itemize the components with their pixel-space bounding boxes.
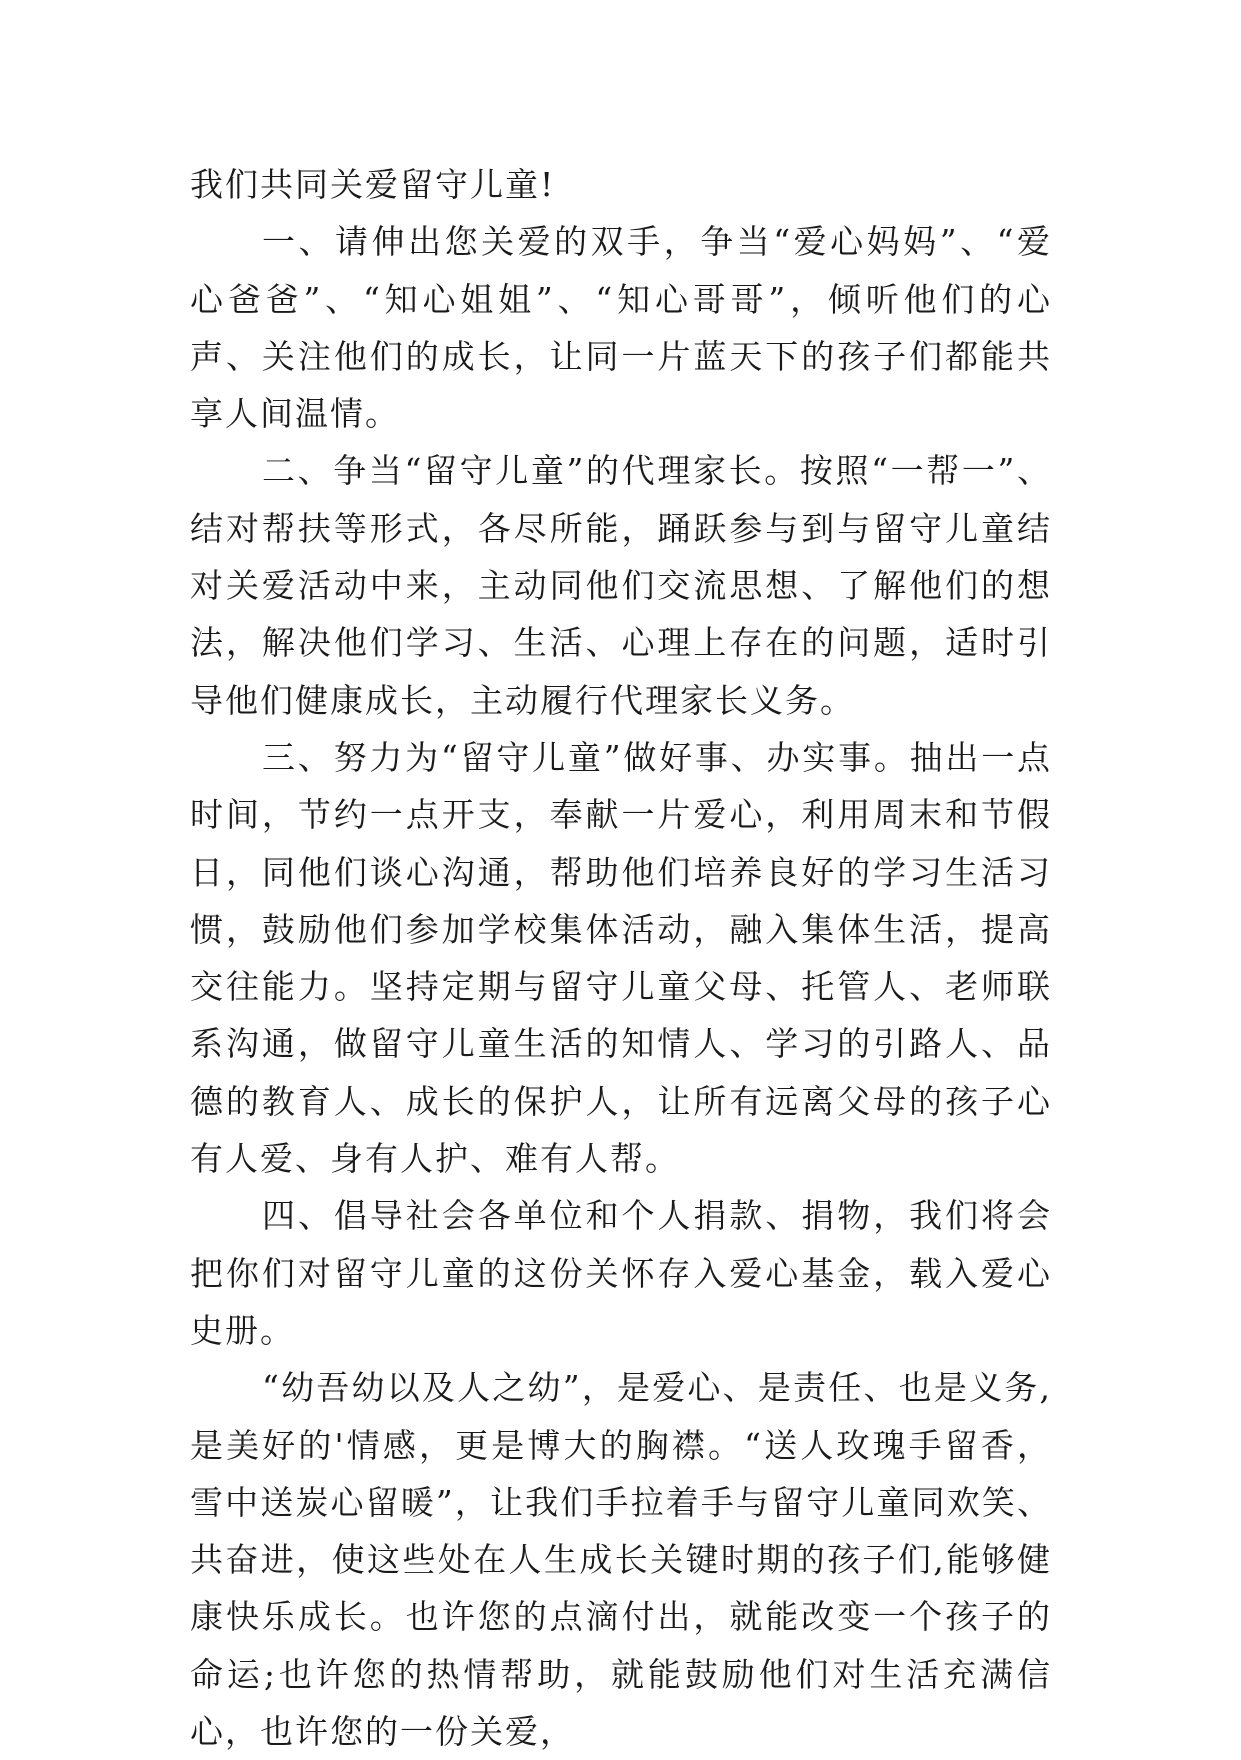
paragraph-conclusion: “幼吾幼以及人之幼”，是爱心、是责任、也是义务,是美好的'情感，更是博大的胸襟。“送人玫瑰手留香，雪中送炭心留暖”，让我们手拉着手与留守儿童同欢笑、共奋进，使这些处在人生成长关键时期的孩子们,能够健康快乐成长。也许您的点滴付出，就能改变一个孩子的命运;也许您的热情帮助，就能鼓励他们对生活充满信心，也许您的一份关爱， [190, 1368, 1052, 1752]
document-page [190, 156, 1052, 1760]
paragraph-item-two: 二、争当“留守儿童”的代理家长。按照“一帮一”、结对帮扶等形式，各尽所能，踊跃参与到与留守儿童结对关爱活动中来，主动同他们交流思想、了解他们的想法，解决他们学习、生活、心理上存在的问题，适时引导他们健康成长，主动履行代理家长义务。 [190, 451, 1052, 720]
paragraph-item-three: 三、努力为“留守儿童”做好事、办实事。抽出一点时间，节约一点开支，奉献一片爱心，利用周末和节假日，同他们谈心沟通，帮助他们培养良好的学习生活习惯，鼓励他们参加学校集体活动，融入集体生活，提高交往能力。坚持定期与留守儿童父母、托管人、老师联系沟通，做留守儿童生活的知情人、学习的引路人、品德的教育人、成长的保护人，让所有远离父母的孩子心有人爱、身有人护、难有人帮。 [190, 737, 1052, 1179]
paragraph-item-four: 四、倡导社会各单位和个人捐款、捐物，我们将会把你们对留守儿童的这份关怀存入爱心基金，载入爱心史册。 [190, 1196, 1052, 1350]
paragraph-closing-line: 我们共同关爱留守儿童! [190, 165, 556, 204]
paragraph-item-one: 一、请伸出您关爱的双手，争当“爱心妈妈”、“爱心爸爸”、“知心姐姐”、“知心哥哥”，倾听他们的心声、关注他们的成长，让同一片蓝天下的孩子们都能共享人间温情。 [190, 222, 1052, 434]
